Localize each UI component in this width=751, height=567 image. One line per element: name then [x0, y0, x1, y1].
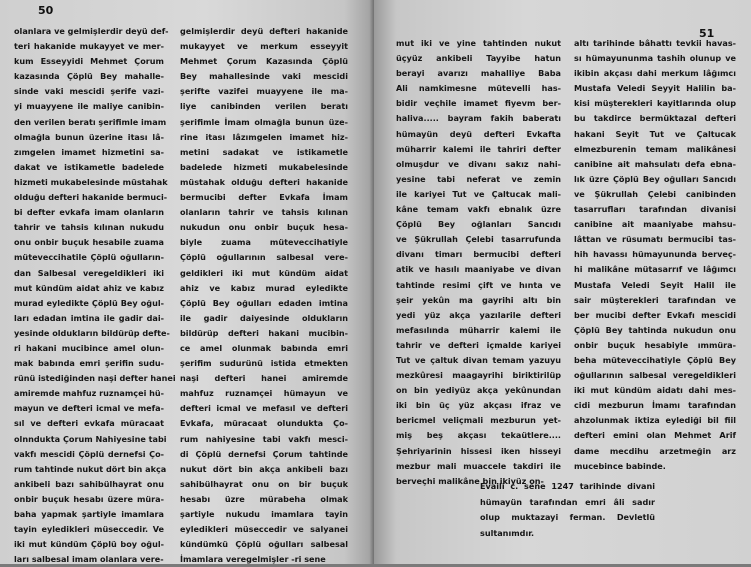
text-line: sinde vaki mescidi şerife vazi- — [14, 86, 164, 97]
text-line: kâne temam vakfı ebnalık üzre — [396, 204, 561, 215]
text-line: mut iki ve yine tahtinden nukut — [396, 38, 561, 48]
text-line: üçyüz ankibeli Tayyibe hatun — [396, 53, 561, 64]
text-line: berveçhi malikâne bin ikiyüz on- — [396, 475, 544, 486]
text-line: hakani Seyit Tut ve Çaltucak — [574, 128, 736, 139]
text-line: iki mut kündüm Çöplü boy oğul- — [14, 539, 164, 550]
text-line: ve Şükrullah Çelebi tasarrufunda — [396, 234, 561, 245]
text-line: divanı timarı bermucibi defteri — [396, 249, 561, 260]
text-line: bidir veçhile imamet fiyevm ber- — [396, 98, 561, 109]
text-line: kisi müşterekleri kayitlarında olup — [574, 98, 736, 109]
text-line: hih havassı hümayununda berveç- — [574, 249, 736, 260]
text-line: dame mecdihu arzetmeğin arz — [574, 445, 736, 456]
text-line: hümayün deyü defteri Evkafta — [396, 128, 561, 139]
text-line: defteri emini olan Mehmet Arif — [574, 430, 736, 441]
text-line: şerifte vazifei muayyene ile ma- — [180, 86, 348, 97]
text-line: miş beş akçası tekaütlere.... — [396, 430, 561, 441]
left-page-column-1 — [14, 24, 176, 565]
text-line: liye canibinden verilen beratı — [180, 101, 348, 112]
text-line: Mehmet Çorum Kazasında Çöplü — [180, 56, 348, 67]
right-page-number: 51 — [699, 27, 715, 40]
text-line: Tut ve çaltuk divan temam yazuyu — [396, 354, 561, 365]
text-line: ce amel olunmak babında emri — [180, 342, 348, 353]
text-line: mahfuz ruznamçei hümayun ve — [180, 388, 348, 399]
text-line: şeir yekûn ma gayrihi altı bin — [396, 294, 561, 305]
text-line: geldikleri iki mut kündüm aidat — [180, 267, 348, 278]
text-line: ları salbesal imam olanlara vere- — [14, 554, 164, 565]
text-line: olmağla bunun üzerine itası lâ- — [14, 131, 164, 142]
text-line: Çöplü Bey oğulları edaden imtina — [180, 297, 348, 308]
text-line: onu onbir buçuk hesabile zuama — [14, 237, 164, 248]
text-line: eyledikleri müseccedir ve salyanei — [180, 524, 348, 535]
text-line: bu takdirce bermüktazal defteri — [574, 113, 736, 124]
text-line: Çöplü Bey tahtinda nukudun onu — [574, 324, 736, 335]
text-line: sı hümayununma tashih olunup ve — [574, 53, 736, 64]
text-line: Mustafa Veledi Seyit Halil ile — [574, 279, 736, 290]
text-line: mut kündüm aidat ahiz ve kabız — [14, 282, 164, 293]
text-line: bildürüp defteri hakani mucibin- — [180, 327, 348, 338]
text-line: sıl ve defteri evkafa müracaat — [14, 418, 164, 429]
text-line: mefasılında müharrir kalemi ile — [396, 324, 561, 335]
text-line: elmezburenin temam malikânesi — [574, 143, 736, 154]
text-line: sahibülhayrat onu on bir buçuk — [180, 478, 348, 489]
left-page-number: 50 — [38, 4, 54, 17]
text-line: Mustafa Veledi Seyyit Halilin ba- — [574, 83, 736, 94]
text-line: müharrir kalemi ile tahriri defter — [396, 143, 561, 154]
text-line: olmuşdur ve divanı sakız nahi- — [396, 158, 561, 169]
right-page-column-1 — [396, 36, 561, 486]
text-line: sair müşterekleri tarafından ve — [574, 294, 736, 305]
text-line: berayi avarızı mahalliye Baba — [396, 68, 561, 79]
text-line: defteri icmal ve mefasıl ve defteri — [180, 403, 348, 414]
text-line: atik ve hasılı maaniyabe ve divan — [396, 264, 561, 275]
text-line: ikibin akçası dahi merkum lâğımcı — [574, 68, 736, 79]
text-line: hesabı üzre mürabeha olmak — [180, 493, 348, 504]
text-line: iki bin üç yüz akçası ifraz ve — [396, 400, 561, 411]
right-page-footnote — [480, 479, 655, 559]
text-line: tasarrufları tarafından divanisi — [574, 204, 736, 215]
text-line: naşi defteri hanei amiremde — [180, 373, 348, 384]
text-line: Bey mahallesinde vaki mescidi — [180, 71, 348, 82]
text-line: olup muktazayi ferman. Devletlü — [480, 512, 655, 522]
text-line: ve Şükrullah Çelebi canibinden — [574, 188, 736, 199]
text-line: rine itası lâzımgelen imamet hiz- — [180, 131, 348, 142]
text-line: ile kariyei Tut ve Çaltucak mali- — [396, 188, 561, 199]
text-line: kum Esseyyidi Mehmet Çorum — [14, 56, 164, 67]
text-line: amiremde mahfuz ruznamçei hü- — [14, 388, 165, 399]
text-line: mezkûresi maagayrihi biriktirilüp — [396, 370, 561, 381]
text-line: teri hakanide mukayyet ve mer- — [14, 41, 164, 52]
text-line: kündümkü Çöplü oğulları salbesal — [180, 539, 348, 550]
text-line: bermucibi defter Evkafa İmam — [180, 192, 348, 203]
text-line: lık üzre Çöplü Bey oğulları Sancıdı — [574, 173, 736, 184]
text-line: kazasında Çöplü Bey mahalle- — [14, 71, 164, 82]
text-line: mayun ve defteri icmal ve mefa- — [14, 403, 164, 414]
text-line: tahrir ve defteri içmalde kariyei — [396, 339, 561, 350]
text-line: müteveccihatile Çöplü oğulların- — [14, 252, 164, 263]
text-line: baha yapmak şartiyle imamlara — [14, 509, 164, 519]
text-line: lâttan ve rüsumatı bermucibi tas- — [574, 234, 736, 245]
text-line: şerifimle İmam olmağla bunun üze- — [180, 116, 348, 127]
text-line: rum nahiyesine tabi vakfı mesci- — [180, 433, 348, 444]
text-line: mucebince babinde. — [574, 460, 666, 471]
text-line: İmamlara veregelmişler -ri sene — [180, 554, 326, 565]
text-line: olduğu defteri hakanide bermuci- — [14, 192, 168, 203]
text-line: şerifim sudurünü istida etmekten — [180, 358, 348, 369]
text-line: yesine tabi neferat ve zemin — [396, 173, 561, 184]
text-line: beha müteveccihatiyle Çöplü Bey — [574, 354, 736, 365]
text-line: hümayün tarafından emri âli sadır — [480, 496, 655, 507]
text-line: zımgelen imamet hizmetini sa- — [14, 146, 164, 157]
text-line: Çöplü oğullarının salbesal vere- — [180, 252, 348, 263]
text-line: dakat ve istikametle badelede — [14, 161, 164, 172]
text-line: nukut dört bin akça ankibeli bazı — [180, 463, 348, 474]
text-line: canibine ait maaniyabe mahsu- — [574, 219, 736, 230]
text-line: den verilen beratı şerifimle imam — [14, 116, 167, 127]
text-line: Ali namkimesne mütevelli has- — [396, 83, 561, 94]
text-line: yi muayyene ile maliye canibin- — [14, 101, 164, 112]
text-line: murad eyledikte Çöplü Bey oğul- — [14, 297, 164, 308]
text-line: yesinde oldukların bildürüp defte- — [14, 327, 170, 338]
text-line: ları edadan imtina ile gadir dai- — [14, 312, 164, 323]
text-line: ahzolunmak iktiza eylediği bil fiil — [574, 415, 736, 426]
text-line: ber mucibi defter Evkafı mescidi — [574, 309, 736, 320]
text-line: olanların tahrir ve tahsis kılınan — [180, 207, 348, 218]
text-line: metini sadakat ve istikametle — [180, 146, 348, 157]
left-page — [0, 0, 374, 564]
text-line: rum tahtinde nukut dört bin akça — [14, 463, 167, 474]
text-line: badelede hizmeti mukabelesinde — [180, 161, 348, 172]
text-line: hi malikâne mütasarrıf ve lâğımcı — [574, 264, 736, 275]
text-line: ri hakani mucibince amel olun- — [14, 342, 164, 353]
text-line: tayin eyledikleri müseccedir. Ve — [14, 524, 164, 535]
text-line: nukudun onu onbir buçuk hesa- — [180, 222, 348, 233]
text-line: yedi yüz akça yazılarile defteri — [396, 309, 561, 320]
text-line: rünü istediğinden naşi defter hanei — [14, 373, 176, 384]
text-line: ankibeli bazı sahibülhayrat onu — [14, 478, 164, 489]
text-line: vakfı mescidi Çöplü dernefsi Ço- — [14, 448, 164, 459]
text-line: onbir buçuk hesabı üzere müra- — [14, 493, 164, 504]
text-line: şartiyle nukudu imamlara tayin — [180, 509, 348, 519]
text-line: sultanımdır. — [480, 527, 535, 538]
text-line: ile gadir daiyesinde oldukların — [180, 312, 348, 323]
text-line: dan Salbesal veregeldikleri iki — [14, 267, 164, 278]
right-page-column-2 — [574, 36, 736, 471]
text-line: tahtinde resimi çift ve hınta ve — [396, 279, 561, 290]
text-line: onbir buçuk hesabiyle ımmüra- — [574, 339, 736, 350]
text-line: gelmişlerdir deyü defteri hakanide — [180, 26, 348, 36]
text-line: Çöplü Bey oğlanları Sancıdı — [396, 219, 561, 230]
text-line: biyle zuama müteveccihatiyle — [180, 237, 348, 248]
left-page-column-2 — [180, 24, 348, 564]
text-line: mezbur mali muaccele takdiri ile — [396, 460, 561, 471]
text-line: Evaili c. sene 1247 tarihinde divani — [480, 481, 655, 491]
text-line: mukayyet ve merkum esseyyit — [180, 41, 348, 52]
text-line: tahrir ve tahsis kılınan nukudu — [14, 222, 164, 233]
text-line: cidi mezburun İmamı tarafından — [574, 400, 736, 411]
text-line: bi defter evkafa imam olanların — [14, 207, 164, 218]
text-line: mak babında emri şerifin sudu- — [14, 358, 164, 369]
text-line: di Çöplü dernefsi Çorum tahtinde — [180, 448, 348, 459]
text-line: olanlara ve gelmişlerdir deyü def- — [14, 26, 169, 36]
text-line: altı tarihinde bâhattı tevkii havas- — [574, 38, 736, 48]
text-line: olnndukta Çorum Nahiyesine tabi — [14, 433, 167, 444]
text-line: Şehriyarinin hissesi iken hisseyi — [396, 445, 561, 456]
text-line: haliva..... bayram fakih baberatı — [396, 113, 561, 124]
text-line: ahiz ve kabız murad eyledikte — [180, 282, 348, 293]
text-line: canibine ait mahsulatı defa ebna- — [574, 158, 736, 169]
text-line: on bin yediyüz akça yekûnundan — [396, 385, 561, 396]
text-line: bericmel veliçmali mezburun yet- — [396, 415, 561, 426]
right-page — [374, 0, 751, 564]
text-line: Evkafa, müracaat olundukta Ço- — [180, 418, 348, 429]
text-line: hizmeti mukabelesinde müstahak — [14, 176, 168, 187]
text-line: oğullarının salbesal veregeldikleri — [574, 370, 736, 381]
text-line: müstahak olduğu defteri hakanide — [180, 176, 348, 187]
text-line: iki mut kündüm aidatı dahi mes- — [574, 385, 736, 396]
